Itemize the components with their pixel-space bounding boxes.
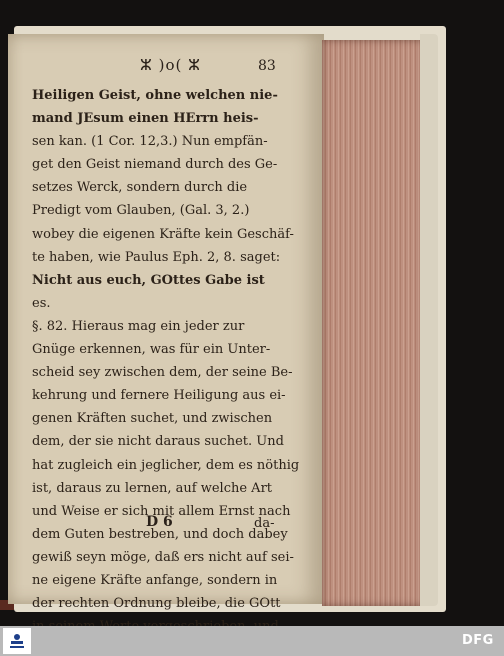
text-line: der rechten Ordnung bleibe, die GOtt xyxy=(32,596,281,612)
text-line: dem Guten bestreben, und doch dabey xyxy=(32,526,288,542)
cover-edge xyxy=(420,34,438,606)
text-line: te haben, wie Paulus Eph. 2, 8. saget: xyxy=(32,249,281,265)
text-line: get den Geist niemand durch des Ge- xyxy=(32,157,278,173)
viewer-footer xyxy=(0,626,504,656)
running-head: ⵣ )o( ⵣ xyxy=(140,56,201,74)
text-line: gewiß seyn möge, daß ers nicht auf sei- xyxy=(32,549,294,565)
text-line: kehrung und fernere Heiligung aus ei- xyxy=(32,388,286,404)
text-line: Gnüge erkennen, was für ein Unter- xyxy=(32,342,271,358)
text-line: sen kan. (1 Cor. 12,3.) Nun empfän- xyxy=(32,134,268,150)
text-line: setzes Werck, sondern durch die xyxy=(32,180,248,196)
signature-mark: D 6 xyxy=(146,514,173,530)
page-number: 83 xyxy=(258,58,276,74)
text-line: wobey die eigenen Kräfte kein Geschäf- xyxy=(32,226,294,242)
text-line: und Weise er sich mit allem Ernst nach xyxy=(32,503,291,519)
text-line: §. 82. Hieraus mag ein jeder zur xyxy=(32,318,245,334)
text-line: hat zugleich ein jeglicher, dem es nöthig xyxy=(32,457,300,473)
text-line: mand JEsum einen HErrn heis- xyxy=(32,111,259,127)
text-line: dem, der sie nicht daraus suchet. Und xyxy=(32,434,284,450)
catchword: da- xyxy=(254,516,275,531)
text-line: Nicht aus euch, GOttes Gabe ist xyxy=(32,272,265,288)
text-line: ne eigene Kräfte anfange, sondern in xyxy=(32,572,278,588)
library-logo-icon xyxy=(7,631,27,651)
text-line: Heiligen Geist, ohne welchen nie- xyxy=(32,88,278,103)
text-line: scheid sey zwischen dem, der seine Be- xyxy=(32,365,293,381)
text-line: es. xyxy=(32,295,51,311)
text-line: genen Kräften suchet, und zwischen xyxy=(32,411,273,427)
body-text xyxy=(32,84,300,638)
page-fore-edge xyxy=(322,40,424,606)
text-line: Predigt vom Glauben, (Gal. 3, 2.) xyxy=(32,203,250,219)
text-line: ist, daraus zu lernen, auf welche Art xyxy=(32,480,273,496)
library-logo[interactable] xyxy=(3,628,31,654)
dfg-logo[interactable]: DFG xyxy=(462,633,494,648)
